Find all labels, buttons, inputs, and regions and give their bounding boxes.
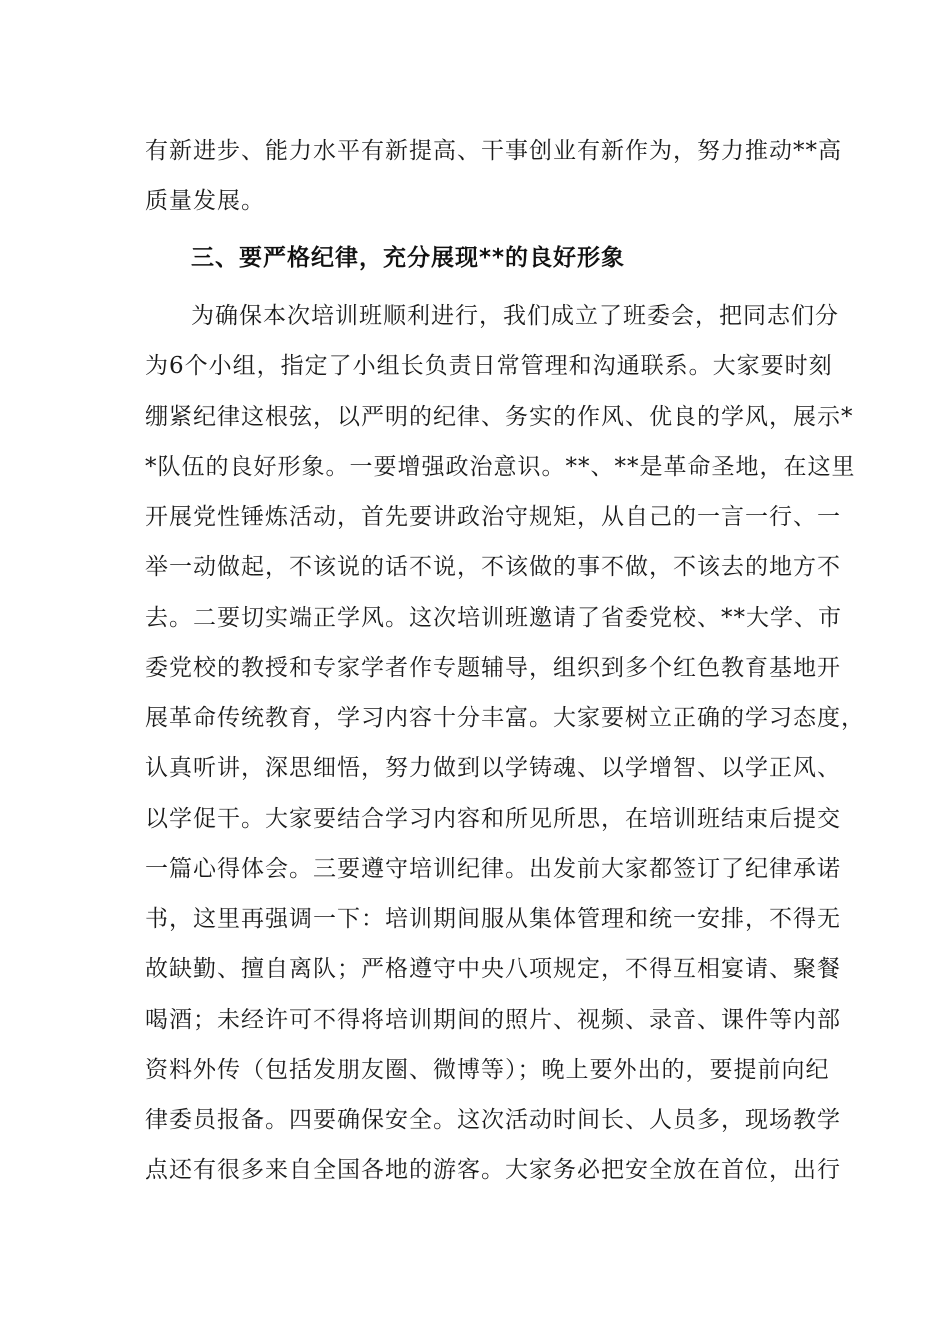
body-line-17: 律委员报备。四要确保安全。这次活动时间长、人员多，现场教学 (145, 1107, 841, 1133)
body-line-16: 资料外传（包括发朋友圈、微博等）；晚上要外出的，要提前向纪 (145, 1057, 830, 1083)
body-line-12: 一篇心得体会。三要遵守培训纪律。出发前大家都签订了纪律承诺 (145, 856, 841, 882)
body-line-9: 展革命传统教育，学习内容十分丰富。大家要树立正确的学习态度， (145, 705, 865, 731)
body-line-2: 为6个小组，指定了小组长负责日常管理和沟通联系。大家要时刻 (145, 353, 833, 379)
body-line-3: 绷紧纪律这根弦，以严明的纪律、务实的作风、优良的学风，展示* (145, 404, 854, 430)
body-line-8: 委党校的教授和专家学者作专题辅导，组织到多个红色教育基地开 (145, 655, 841, 681)
intro-line-1: 有新进步、能力水平有新提高、干事创业有新作为，努力推动**高 (145, 138, 842, 164)
intro-line-2: 质量发展。 (145, 188, 265, 214)
body-line-18: 点还有很多来自全国各地的游客。大家务必把安全放在首位，出行 (145, 1157, 841, 1183)
body-line-13: 书，这里再强调一下：培训期间服从集体管理和统一安排，不得无 (145, 906, 841, 932)
body-line-11: 以学促干。大家要结合学习内容和所见所思，在培训班结束后提交 (145, 806, 841, 832)
body-line-5: 开展党性锤炼活动，首先要讲政治守规矩，从自己的一言一行、一 (145, 504, 841, 530)
body-line-1: 为确保本次培训班顺利进行，我们成立了班委会，把同志们分 (191, 303, 839, 329)
body-line-15: 喝酒；未经许可不得将培训期间的照片、视频、录音、课件等内部 (145, 1007, 841, 1033)
body-line-6: 举一动做起，不该说的话不说，不该做的事不做，不该去的地方不 (145, 554, 841, 580)
body-line-7: 去。二要切实端正学风。这次培训班邀请了省委党校、**大学、市 (145, 605, 842, 631)
section-heading: 三、要严格纪律，充分展现**的良好形象 (191, 245, 626, 271)
body-line-10: 认真听讲，深思细悟，努力做到以学铸魂、以学增智、以学正风、 (145, 755, 841, 781)
body-line-4: *队伍的良好形象。一要增强政治意识。**、**是革命圣地，在这里 (145, 454, 856, 480)
body-line-14: 故缺勤、擅自离队；严格遵守中央八项规定，不得互相宴请、聚餐 (145, 956, 841, 982)
